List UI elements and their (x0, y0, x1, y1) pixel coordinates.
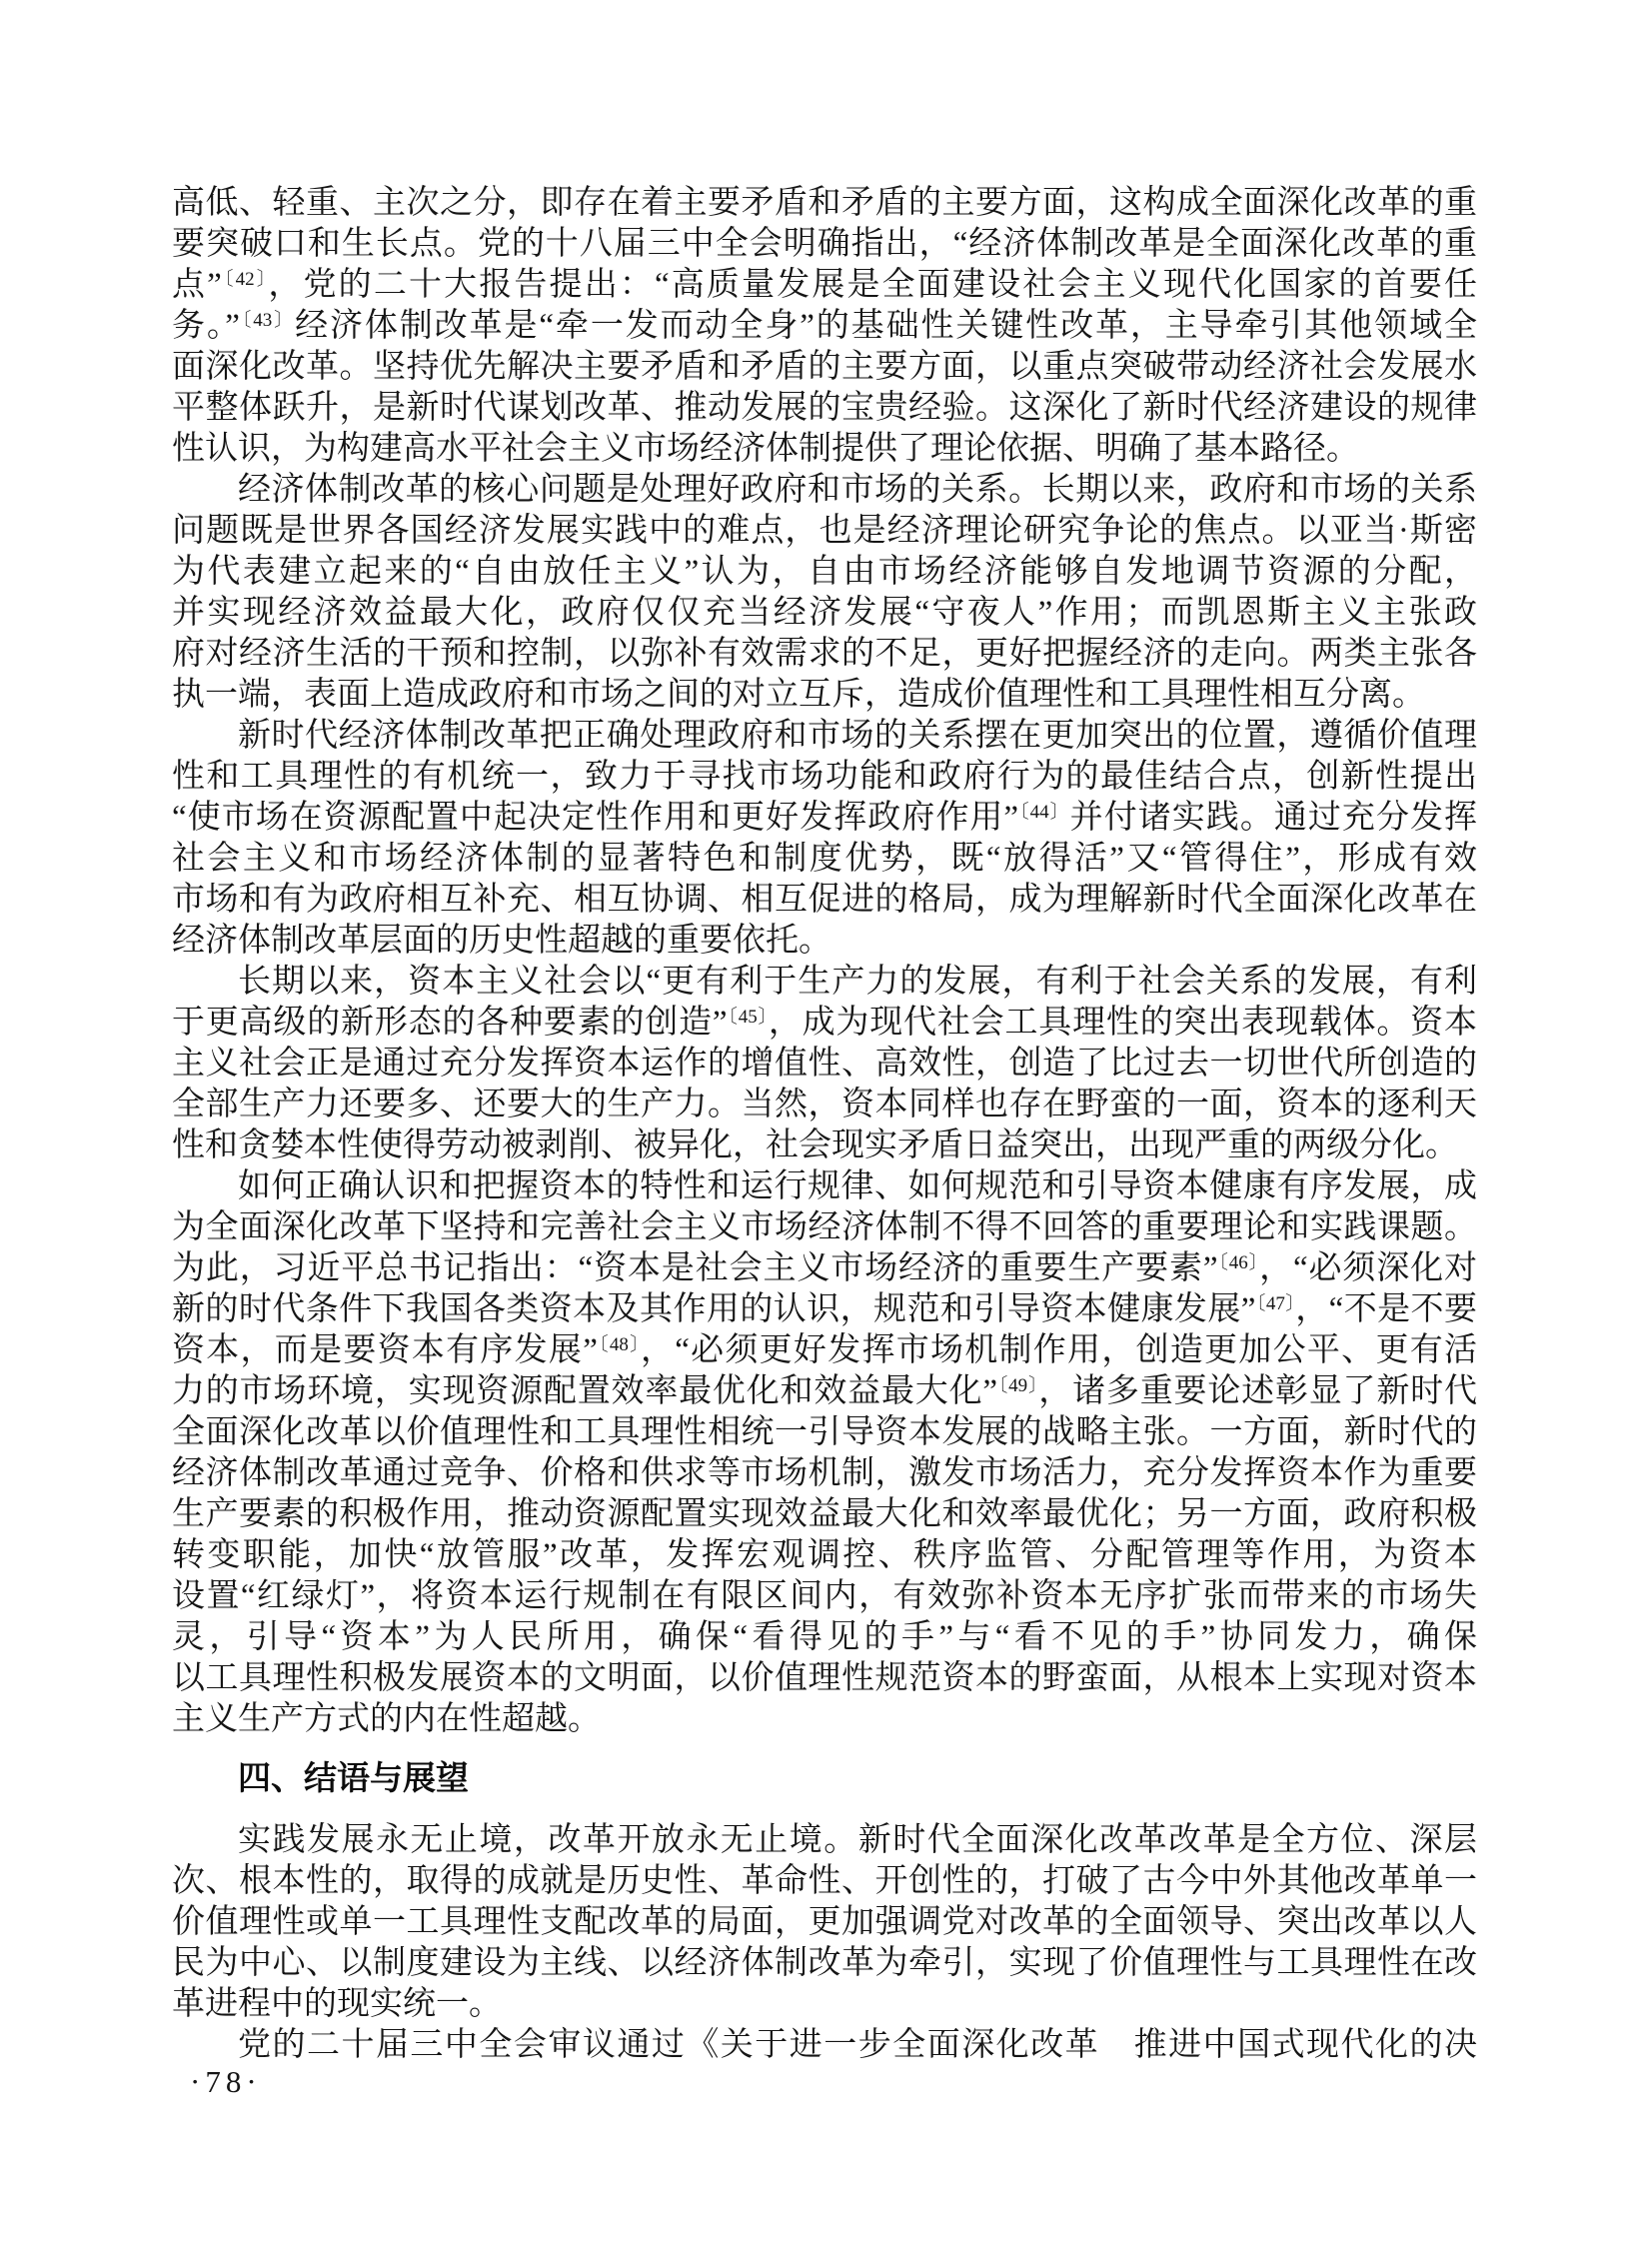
paragraph (172, 470, 1477, 716)
text-segment: ，“必须更好发挥市场机制作用，创造更加公平、更有活 (640, 1332, 1477, 1368)
text-line: 面深化改革。坚持优先解决主要矛盾和矛盾的主要方面，以重点突破带动经济社会发展水 (172, 349, 1477, 385)
text-line: 性认识，为构建高水平社会主义市场经济体制提供了理论依据、明确了基本路径。 (172, 431, 1359, 467)
citation-ref: 〔44〕 (1018, 802, 1070, 823)
text-line (172, 1289, 1477, 1330)
text-segment: 新的时代条件下我国各类资本及其作用的认识，规范和引导资本健康发展” (172, 1291, 1256, 1327)
citation-ref: 〔46〕 (1217, 1252, 1260, 1273)
text-line: 长期以来，资本主义社会以“更有利于生产力的发展，有利于社会关系的发展，有利 (238, 964, 1477, 1000)
text-line: 性和贪婪本性使得劳动被剥削、被异化，社会现实矛盾日益突出，出现严重的两级分化。 (172, 1127, 1458, 1163)
text-line: 主义社会正是通过充分发挥资本运作的增值性、高效性，创造了比过去一切世代所创造的 (172, 1046, 1477, 1082)
paragraph (172, 183, 1477, 470)
text-line (172, 306, 1477, 347)
text-line: 平整体跃升，是新时代谋划改革、推动发展的宝贵经验。这深化了新时代经济建设的规律 (172, 390, 1477, 426)
paragraph (172, 2025, 1477, 2066)
text-line: 如何正确认识和把握资本的特性和运行规律、如何规范和引导资本健康有序发展，成 (238, 1168, 1477, 1204)
text-line: 新时代经济体制改革把正确处理政府和市场的关系摆在更加突出的位置，遵循价值理 (238, 718, 1477, 754)
text-line: 要突破口和生长点。党的十八届三中全会明确指出，“经济体制改革是全面深化改革的重 (172, 226, 1477, 262)
text-line: 灵，引导“资本”为人民所用，确保“看得见的手”与“看不见的手”协同发力，确保 (172, 1619, 1477, 1655)
text-line (172, 1003, 1477, 1044)
text-segment: ，诸多重要论述彰显了新时代 (1038, 1373, 1477, 1409)
text-segment: 于更高级的新形态的各种要素的创造” (172, 1005, 728, 1041)
text-line: 为全面深化改革下坚持和完善社会主义市场经济体制不得不回答的重要理论和实践课题。 (172, 1209, 1477, 1245)
text-segment: ，“不是不要 (1295, 1291, 1477, 1327)
text-line: 经济体制改革层面的历史性超越的重要依托。 (172, 923, 831, 959)
citation-ref: 〔49〕 (997, 1375, 1039, 1396)
text-line: 市场和有为政府相互补充、相互协调、相互促进的格局，成为理解新时代全面深化改革在 (172, 882, 1477, 918)
text-segment: 点” (172, 267, 222, 303)
article-body (172, 183, 1477, 2066)
text-segment: 资本，而是要资本有序发展” (172, 1332, 598, 1368)
text-line: 全面深化改革以价值理性和工具理性相统一引导资本发展的战略主张。一方面，新时代的 (172, 1414, 1477, 1450)
citation-ref: 〔48〕 (597, 1334, 641, 1355)
text-line (172, 265, 1477, 306)
paragraph (172, 962, 1477, 1166)
citation-ref: 〔47〕 (1255, 1293, 1296, 1314)
text-line: 转变职能，加快“放管服”改革，发挥宏观调控、秩序监管、分配管理等作用，为资本 (172, 1537, 1477, 1573)
text-segment: 务。” (172, 308, 240, 344)
text-line: 执一端，表面上造成政府和市场之间的对立互斥，造成价值理性和工具理性相互分离。 (172, 677, 1425, 713)
text-line: 性和工具理性的有机统一，致力于寻找市场功能和政府行为的最佳结合点，创新性提出 (172, 759, 1477, 795)
text-line (172, 798, 1477, 839)
page-number: ·78· (190, 2064, 262, 2099)
citation-ref: 〔42〕 (221, 269, 269, 290)
text-line: 价值理性或单一工具理性支配改革的局面，更加强调党对改革的全面领导、突出改革以人 (172, 1904, 1477, 1940)
text-line: 全部生产力还要多、还要大的生产力。当然，资本同样也存在野蛮的一面，资本的逐利天 (172, 1087, 1477, 1122)
text-segment: “使市场在资源配置中起决定性作用和更好发挥政府作用” (172, 800, 1019, 836)
text-segment: ，“必须深化对 (1259, 1250, 1477, 1286)
text-line (172, 1248, 1477, 1289)
citation-ref: 〔45〕 (727, 1007, 769, 1028)
text-segment: 并付诸实践。通过充分发挥 (1069, 800, 1477, 836)
text-line: 设置“红绿灯”，将资本运行规制在有限区间内，有效弥补资本无序扩张而带来的市场失 (172, 1578, 1477, 1614)
text-segment: ，党的二十大报告提出：“高质量发展是全面建设社会主义现代化国家的首要任 (268, 267, 1477, 303)
text-line: 并实现经济效益最大化，政府仅仅充当经济发展“守夜人”作用；而凯恩斯主义主张政 (172, 595, 1477, 631)
text-line (172, 1330, 1477, 1371)
text-line: 府对经济生活的干预和控制，以弥补有效需求的不足，更好把握经济的走向。两类主张各 (172, 636, 1477, 672)
text-line: 经济体制改革的核心问题是处理好政府和市场的关系。长期以来，政府和市场的关系 (238, 472, 1477, 508)
text-line (172, 1371, 1477, 1412)
text-line: 民为中心、以制度建设为主线、以经济体制改革为牵引，实现了价值理性与工具理性在改 (172, 1945, 1477, 1981)
text-line: 社会主义和市场经济体制的显著特色和制度优势，既“放得活”又“管得住”，形成有效 (172, 841, 1477, 877)
text-line: 实践发展永无止境，改革开放永无止境。新时代全面深化改革改革是全方位、深层 (238, 1822, 1477, 1858)
text-segment: ，成为现代社会工具理性的突出表现载体。资本 (768, 1005, 1477, 1041)
text-line: 高低、轻重、主次之分，即存在着主要矛盾和矛盾的主要方面，这构成全面深化改革的重 (172, 185, 1477, 221)
text-line: 经济体制改革通过竞争、价格和供求等市场机制，激发市场活力，充分发挥资本作为重要 (172, 1455, 1477, 1491)
text-line: 问题既是世界各国经济发展实践中的难点，也是经济理论研究争论的焦点。以亚当·斯密 (172, 513, 1477, 549)
section-heading: 四、结语与展望 (238, 1759, 469, 1796)
text-line: 党的二十届三中全会审议通过《关于进一步全面深化改革 推进中国式现代化的决 (238, 2027, 1477, 2063)
text-line: 生产要素的积极作用，推动资源配置实现效益最大化和效率最优化；另一方面，政府积极 (172, 1496, 1477, 1532)
text-line: 为代表建立起来的“自由放任主义”认为，自由市场经济能够自发地调节资源的分配， (172, 554, 1477, 590)
text-segment: 力的市场环境，实现资源配置效率最优化和效益最大化” (172, 1373, 998, 1409)
text-line: 以工具理性积极发展资本的文明面，以价值理性规范资本的野蛮面，从根本上实现对资本 (172, 1660, 1477, 1696)
text-segment: 为此，习近平总书记指出：“资本是社会主义市场经济的重要生产要素” (172, 1250, 1218, 1286)
paragraph (172, 716, 1477, 962)
text-segment: 经济体制改革是“牵一发而动全身”的基础性关键性改革，主导牵引其他领域全 (295, 308, 1477, 344)
citation-ref: 〔43〕 (239, 310, 296, 331)
paragraph (172, 1820, 1477, 2025)
text-line: 次、根本性的，取得的成就是历史性、革命性、开创性的，打破了古今中外其他改革单一 (172, 1863, 1477, 1899)
text-line: 革进程中的现实统一。 (172, 1986, 502, 2022)
text-line: 主义生产方式的内在性超越。 (172, 1701, 601, 1737)
paragraph (172, 1166, 1477, 1740)
